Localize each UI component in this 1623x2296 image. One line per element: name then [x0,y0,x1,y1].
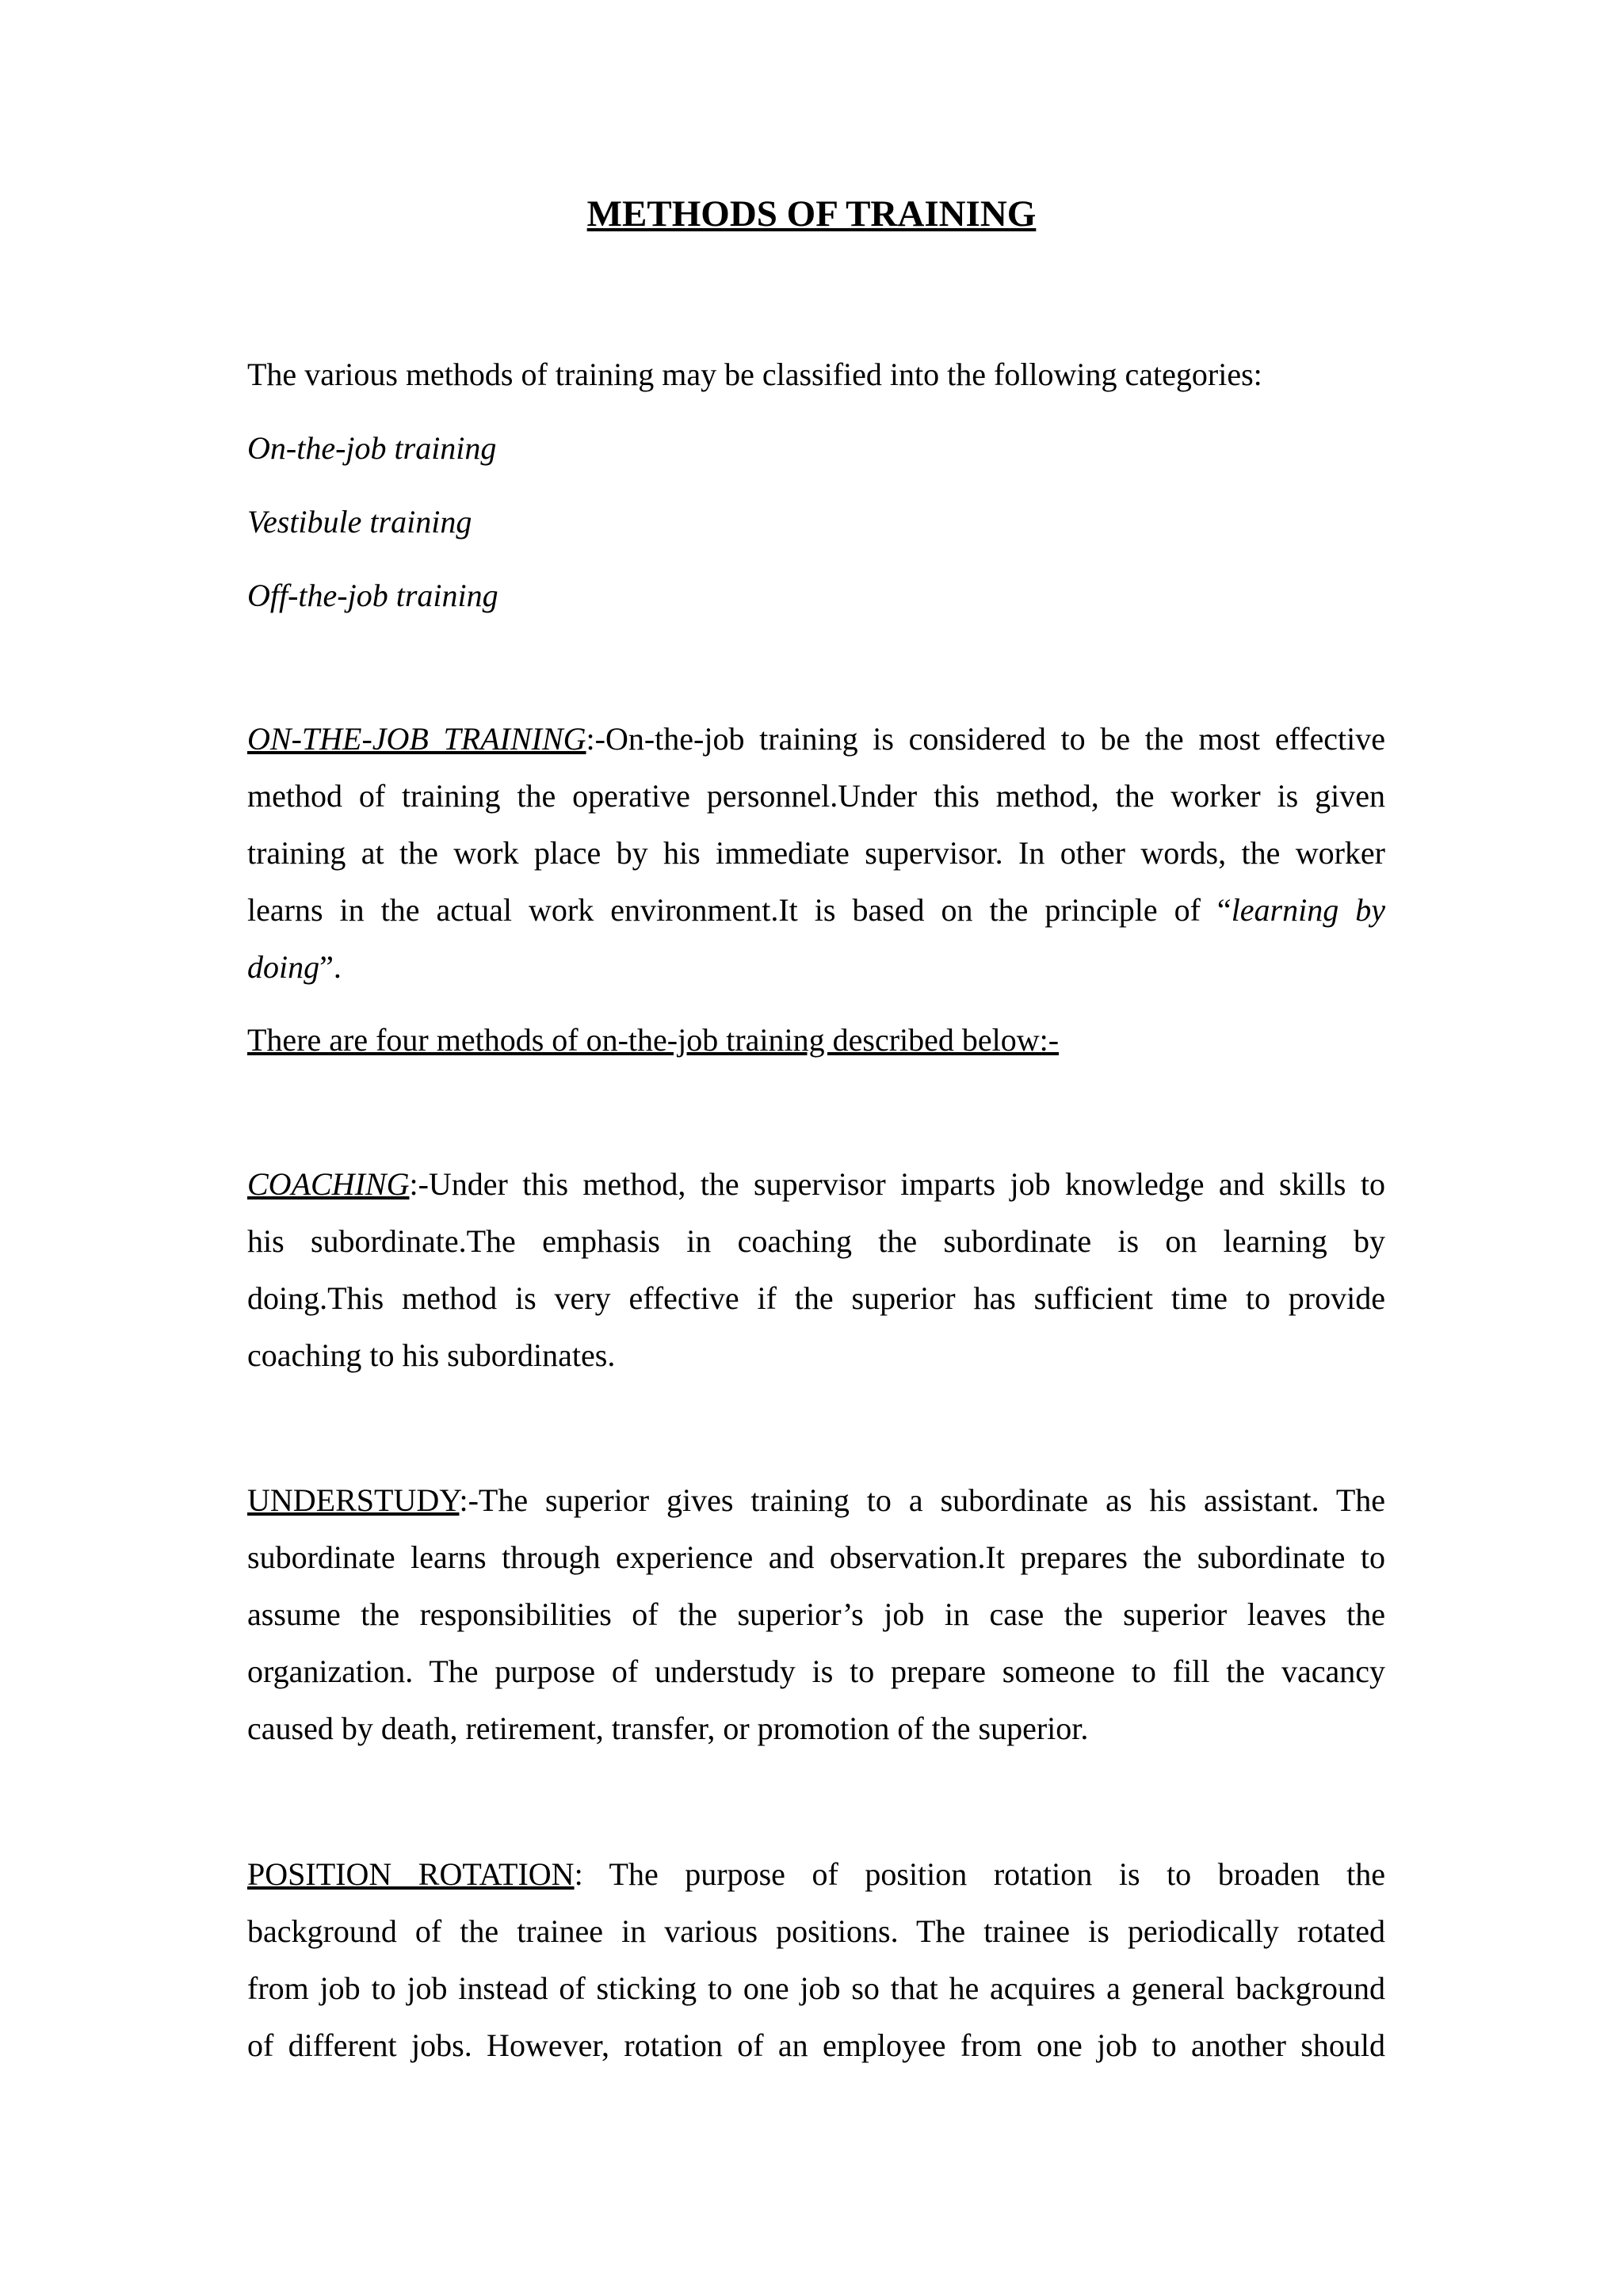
rotation-line: The purpose of position rotation is to broaden the [582,1856,1385,1892]
rotation-separator: : [574,1856,583,1892]
rotation-paragraph-line [247,1852,1385,1897]
ojt-line: method of training the operative personnel.Under this method, the worker is given [247,778,1385,814]
coaching-paragraph-line [247,1162,1385,1207]
ojt-paragraph-line [247,888,1385,933]
rotation-heading: POSITION ROTATION [247,1856,575,1892]
understudy-heading: UNDERSTUDY [247,1482,460,1518]
understudy-line: caused by death, retirement, transfer, or promotion of the superior. [247,1711,1089,1746]
ojt-quote-end: doing [247,949,320,985]
category-item: Vestibule training [247,504,472,540]
ojt-heading: ON-THE-JOB TRAINING [247,721,586,757]
ojt-line: training at the work place by his immediate supervisor. In other words, the worker [247,835,1385,871]
ojt-paragraph-line [247,945,1385,990]
four-methods-text: There are four methods of on-the-job training described below:- [247,1022,1060,1058]
understudy-line: assume the responsibilities of the superior’s job in case the superior leaves the [247,1596,1385,1632]
rotation-line: from job to job instead of sticking to one job so that he acquires a general background [247,1970,1385,2006]
understudy-paragraph-line [247,1478,1385,1523]
ojt-separator: :- [586,721,605,757]
understudy-line: The superior gives training to a subordinate as his assistant. The [478,1482,1385,1518]
rotation-line: background of the trainee in various positions. The trainee is periodically rotated [247,1913,1385,1949]
coaching-separator: :- [409,1166,429,1202]
coaching-line: his subordinate.The emphasis in coaching the subordinate is on learning by [247,1223,1385,1259]
understudy-separator: :- [459,1482,479,1518]
category-item: Off-the-job training [247,578,498,613]
ojt-quote-close: ”. [319,949,342,985]
ojt-quote: learning by [1231,892,1385,928]
coaching-line: doing.This method is very effective if the superior has sufficient time to provide [247,1280,1385,1316]
coaching-line: coaching to his subordinates. [247,1337,616,1373]
ojt-paragraph-line [247,717,1385,761]
category-item: On-the-job training [247,430,497,466]
ojt-line: On-the-job training is considered to be the most effective [605,721,1385,757]
ojt-line: learns in the actual work environment.It is based on the principle of “ [247,892,1232,928]
understudy-line: subordinate learns through experience and observation.It prepares the subordinate to [247,1539,1385,1575]
rotation-line: of different jobs. However, rotation of an employee from one job to another should [247,2027,1385,2063]
page-title: METHODS OF TRAINING [586,193,1037,235]
coaching-line: Under this method, the supervisor imparts job knowledge and skills to [428,1166,1385,1202]
understudy-line: organization. The purpose of understudy is to prepare someone to fill the vacancy [247,1653,1385,1689]
coaching-heading: COACHING [247,1166,410,1202]
intro-text: The various methods of training may be classified into the following categories: [247,357,1262,392]
